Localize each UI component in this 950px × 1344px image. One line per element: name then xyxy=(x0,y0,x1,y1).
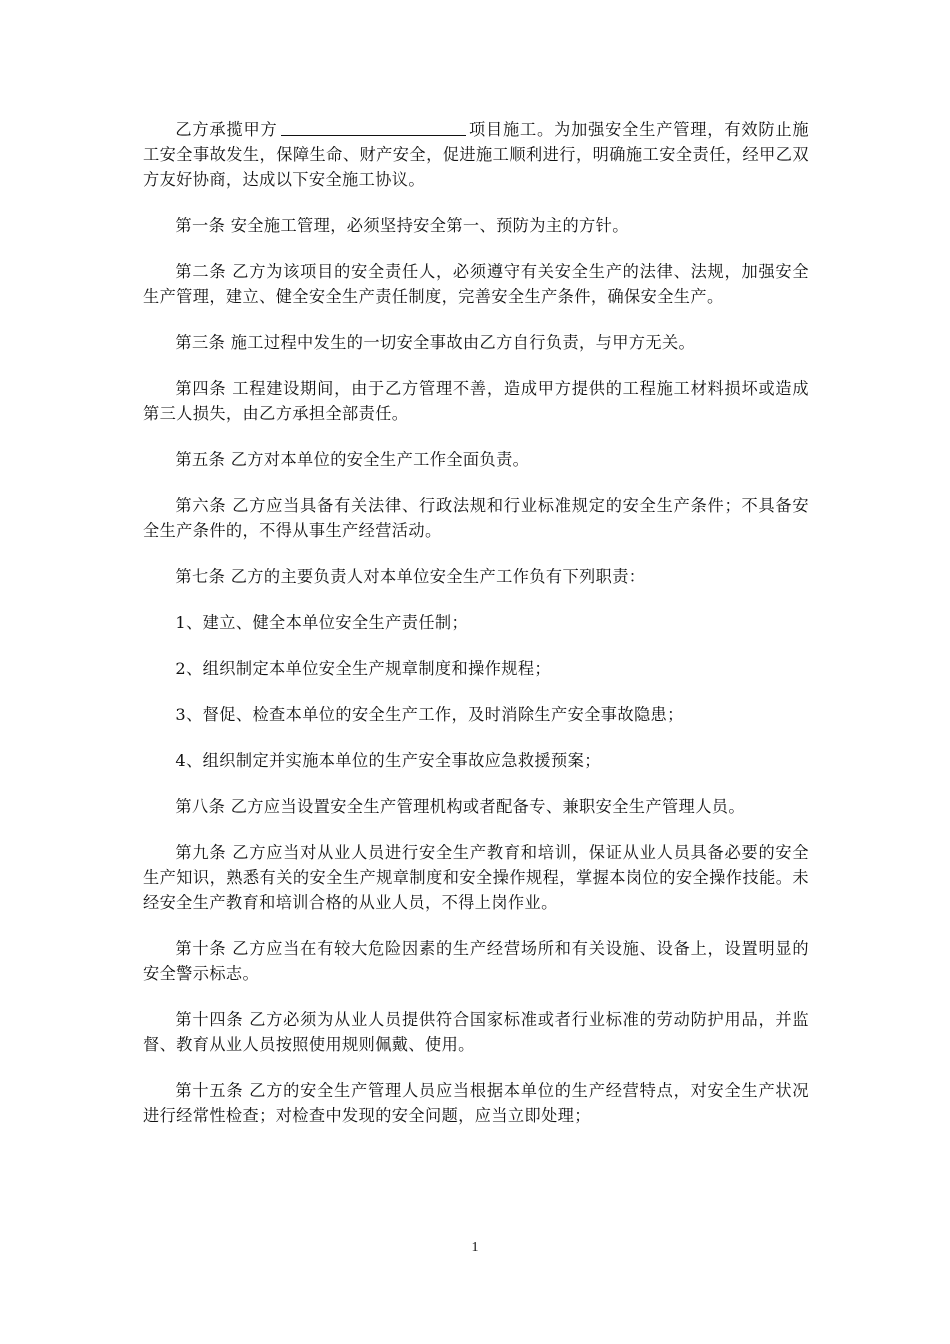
duty-item-3: 3、督促、检查本单位的安全生产工作，及时消除生产安全事故隐患； xyxy=(175,705,684,724)
article-7: 第七条 乙方的主要负责人对本单位安全生产工作负有下列职责： xyxy=(175,567,646,586)
page-number: 1 xyxy=(471,1240,479,1255)
article-15: 第十五条 乙方的安全生产管理人员应当根据本单位的生产经营特点，对安全生产状况进行经常性检查；对检查中发现的安全问题，应当立即处理； xyxy=(143,1081,809,1125)
article-2: 第二条 乙方为该项目的安全责任人，必须遵守有关安全生产的法律、法规，加强安全生产管理，建立、健全安全生产责任制度，完善安全生产条件，确保安全生产。 xyxy=(143,262,809,306)
intro-text-before: 乙方承揽甲方 xyxy=(175,120,278,139)
article-8: 第八条 乙方应当设置安全生产管理机构或者配备专、兼职安全生产管理人员。 xyxy=(175,797,745,816)
article-9: 第九条 乙方应当对从业人员进行安全生产教育和培训，保证从业人员具备必要的安全生产知识，熟悉有关的安全生产规章制度和安全操作规程，掌握本岗位的安全操作技能。未经安全生产教育和培训合格的从业人员，不得上岗作业。 xyxy=(143,843,809,912)
article-5: 第五条 乙方对本单位的安全生产工作全面负责。 xyxy=(175,450,530,469)
article-4: 第四条 工程建设期间，由于乙方管理不善，造成甲方提供的工程施工材料损坏或造成第三人损失，由乙方承担全部责任。 xyxy=(143,379,809,423)
article-1: 第一条 安全施工管理，必须坚持安全第一、预防为主的方针。 xyxy=(175,216,629,235)
duty-item-4: 4、组织制定并实施本单位的生产安全事故应急救援预案； xyxy=(175,751,601,770)
duty-item-1: 1、建立、健全本单位安全生产责任制； xyxy=(175,613,469,632)
document-body xyxy=(143,117,809,1149)
intro-text-after: 项目施工。为加强安全生产管理，有效防止施工安全事故发生，保障生命、财产安全，促进施工顺利进行，明确施工安全责任，经甲乙双方友好协商，达成以下安全施工协议。 xyxy=(143,120,809,189)
article-6: 第六条 乙方应当具备有关法律、行政法规和行业标准规定的安全生产条件；不具备安全生产条件的，不得从事生产经营活动。 xyxy=(143,496,809,540)
duty-item-2: 2、组织制定本单位安全生产规章制度和操作规程； xyxy=(175,659,552,678)
blank-line xyxy=(281,119,466,136)
article-3: 第三条 施工过程中发生的一切安全事故由乙方自行负责，与甲方无关。 xyxy=(175,333,696,352)
article-14: 第十四条 乙方必须为从业人员提供符合国家标准或者行业标准的劳动防护用品，并监督、教育从业人员按照使用规则佩戴、使用。 xyxy=(143,1010,809,1054)
article-10: 第十条 乙方应当在有较大危险因素的生产经营场所和有关设施、设备上，设置明显的安全警示标志。 xyxy=(143,939,809,983)
intro-paragraph xyxy=(143,117,809,192)
